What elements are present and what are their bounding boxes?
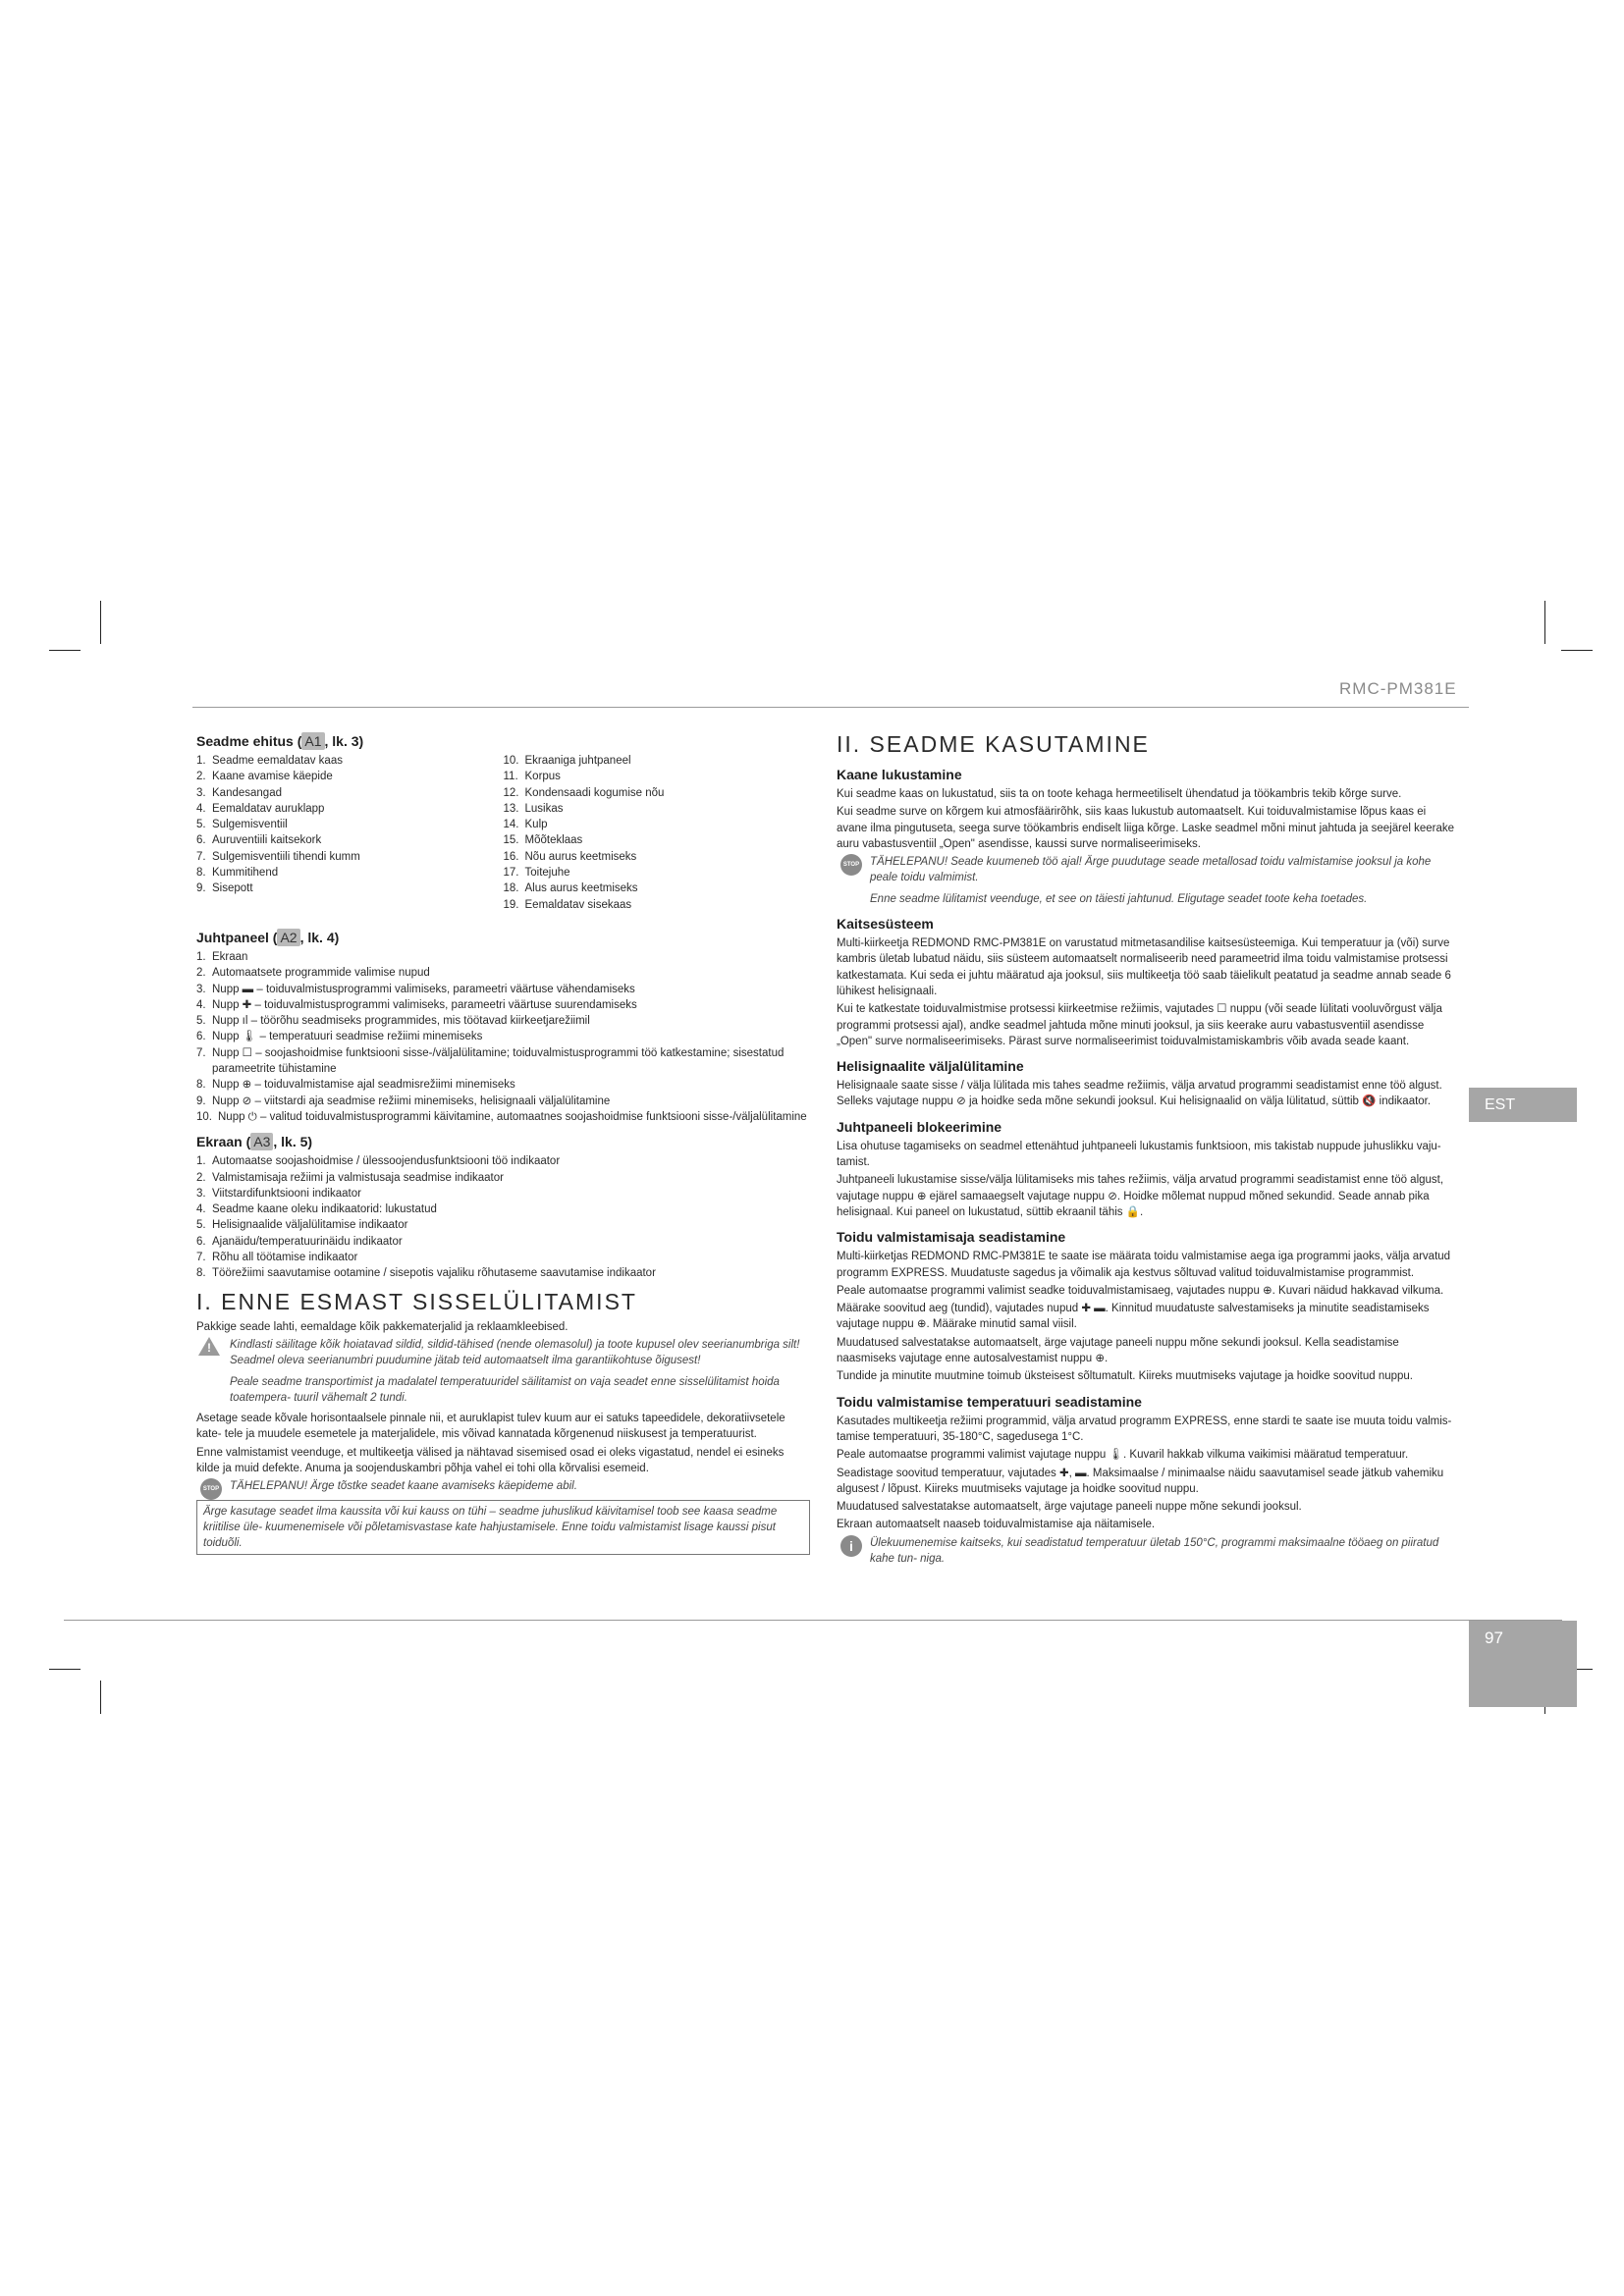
list-number: 17. <box>503 867 519 880</box>
list-number: 9. <box>196 1095 206 1107</box>
list-number: 9. <box>196 882 206 895</box>
list-number: 4. <box>196 802 206 815</box>
list-number: 5. <box>196 1219 206 1232</box>
list-number: 5. <box>196 819 206 831</box>
list-item <box>196 1153 810 1169</box>
list-item <box>196 1094 810 1109</box>
list-number: 2. <box>196 771 206 783</box>
list-text: Toitejuhe <box>524 867 570 880</box>
list-item <box>196 1265 810 1281</box>
list-item <box>504 881 811 896</box>
list-text: Automaatse soojashoidmise / ülessoojendusfunktsiooni töö indikaator <box>212 1155 561 1168</box>
list-item <box>196 949 810 965</box>
crop-mark <box>1544 601 1545 644</box>
list-text: Kandesangad <box>212 786 282 799</box>
list-text: Ajanäidu/temperatuurinäidu indikaator <box>212 1235 403 1248</box>
temp-heading: Toidu valmistamise temperatuuri seadistamine <box>837 1393 1142 1410</box>
list-item <box>504 832 811 848</box>
footer-rule <box>64 1620 1562 1621</box>
list-item <box>196 1013 810 1029</box>
list-text: Nupp ☐ – soojashoidmise funktsiooni sisse-/väljalülitamine; toiduvalmistusprogrammi töö katkestamine; sisestatud parameetrite tühistamine <box>212 1046 785 1076</box>
list-number: 8. <box>196 867 206 880</box>
stop-icon: STOP <box>200 1478 222 1500</box>
list-item <box>196 865 504 881</box>
list-number: 1. <box>196 1155 206 1168</box>
list-item <box>196 801 504 817</box>
paragraph: Muudatused salvestatakse automaatselt, ärge vajutage paneeli nuppe mõne sekundi jooksul. <box>837 1501 1302 1514</box>
list-text: Nupp ▬ – toiduvalmistusprogrammi valimiseks, parameetri väärtuse vähendamiseks <box>212 983 635 995</box>
paragraph: Määrake soovitud aeg (tundid), vajutades nupud ✚ ▬. Kinnitud muudatuste salvestamiseks ja minutite seadistamiseks vajutage nuppu ⊕. Määrake minutid samal viisil. <box>837 1303 1430 1331</box>
list-text: Ekraaniga juhtpaneel <box>524 755 631 767</box>
list-text: Kulp <box>524 819 548 831</box>
list-number: 2. <box>196 967 206 980</box>
list-text: Sisepott <box>212 882 253 895</box>
paragraph: Tundide ja minutite muutmine toimub üksteisest sõltumatult. Kiireks muutmiseks vajutage ja hoidke soovitud nuppu. <box>837 1370 1414 1383</box>
list-number: 12. <box>503 786 519 799</box>
paragraph: Peale automaatse programmi valimist vajutage nuppu 🌡. Kuvaril hakkab vilkuma vaikimisi määratud temperatuur. <box>837 1449 1409 1462</box>
list-item <box>196 769 504 784</box>
paragraph: Kasutades multikeetja režiimi programmid, välja arvatud programm EXPRESS, enne stardi te saate ise muuta toidu valmis- tamise temperatuuri, 35-180°C, sagedusega 1°C. <box>837 1415 1452 1443</box>
list-number: 6. <box>196 1031 206 1043</box>
paragraph: Peale automaatse programmi valimist seadke toiduvalmistamisaeg, vajutades nuppu ⊕. Kuvari näidud hakkavad vilkuma. <box>837 1284 1444 1297</box>
safety-heading: Kaitsesüsteem <box>837 916 934 933</box>
list-item <box>196 1201 810 1217</box>
stop-note: STOP TÄHELEPANU! Seade kuumeneb töö ajal! Ärge puudutage seade metallosad toidu valmistamise jooksul ja kohe peale toidu valmimist. Enne seadme lülitamist veenduge, et see on täiesti jahtunud. Eligutage seadet toote keha toetades. <box>837 854 1455 907</box>
list-item <box>504 753 811 769</box>
paragraph: Asetage seade kõvale horisontaalsele pinnale nii, et auruklapist tulev kuum aur ei satuks tapeedidele, dekoratiivsetele kate- tele ja muudele esemetele ja materjalidele, mis võivad kannatada kõrgenenud niiskusest ja temperatuurist. <box>196 1413 785 1441</box>
list-text: Seadme kaane oleku indikaatorid: lukustatud <box>212 1203 437 1216</box>
list-number: 3. <box>196 983 206 995</box>
list-number: 2. <box>196 1171 206 1184</box>
list-number: 7. <box>196 1046 206 1059</box>
list-number: 13. <box>503 802 519 815</box>
list-text: Töörežiimi saavutamise ootamine / sisepotis vajaliku rõhutaseme saavutamise indikaator <box>212 1267 656 1280</box>
list-number: 3. <box>196 786 206 799</box>
section-1-title: I. ENNE ESMAST SISSELÜLITAMIST <box>196 1288 637 1314</box>
list-text: Mõõteklaas <box>524 834 583 847</box>
list-number: 19. <box>503 898 519 911</box>
list-number: 4. <box>196 1203 206 1216</box>
list-item <box>196 753 504 769</box>
list-number: 8. <box>196 1267 206 1280</box>
list-text: Nupp 🌡 – temperatuuri seadmise režiimi minemiseks <box>212 1031 483 1043</box>
list-item <box>196 817 504 832</box>
list-text: Kaane avamise käepide <box>212 771 333 783</box>
header-rule <box>192 707 1469 708</box>
paragraph: Multi-kiirkeetja REDMOND RMC-PM381E on varustatud mitmetasandilise kaitsesüsteemiga. Kui temperatuur ja (või) surve kambris ületab lubatud näidu, siis süsteem automaatselt normaliseerib need parameetrid ilma toidu valmistamise protsessi katkestamata. Kui seda ei juhtu määratud aja jooksul, siis multikeetja töö saab täielikult peatatud ja seadme annab seade 6 lühikest helisignaali. <box>837 937 1451 997</box>
list-text: Eemaldatav sisekaas <box>524 898 632 911</box>
left-column <box>196 724 810 1555</box>
figure-ref: A3 <box>250 1133 273 1150</box>
list-number: 8. <box>196 1079 206 1092</box>
list-number: 15. <box>503 834 519 847</box>
list-text: Korpus <box>524 771 561 783</box>
list-text: Viitstardifunktsiooni indikaator <box>212 1187 361 1200</box>
list-text: Kummitihend <box>212 867 279 880</box>
list-number: 16. <box>503 850 519 863</box>
list-number: 7. <box>196 850 206 863</box>
paragraph: Lisa ohutuse tagamiseks on seadmel ettenähtud juhtpaneeli lukustamis funktsioon, mis takistab nuppude juhuslikku vaju- tamist. <box>837 1140 1441 1169</box>
list-text: Eemaldatav auruklapp <box>212 802 325 815</box>
device-parts <box>196 753 810 913</box>
list-item <box>196 965 810 981</box>
paragraph: Kui seadme kaas on lukustatud, siis ta on toote kehaga hermeetiliselt ühendatud ja töökambris tekib kõrge surve. <box>837 788 1402 800</box>
list-text: Valmistamisaja režiimi ja valmistusaja seadmise indikaator <box>212 1171 504 1184</box>
list-text: Rõhu all töötamise indikaator <box>212 1252 358 1264</box>
lock-heading: Juhtpaneeli blokeerimine <box>837 1118 1002 1135</box>
list-number: 14. <box>503 819 519 831</box>
figure-ref: A2 <box>277 929 299 946</box>
list-text: Auruventiili kaitsekork <box>212 834 322 847</box>
crop-mark <box>100 601 101 644</box>
list-text: Nupp ⊕ – toiduvalmistamise ajal seadmisrežiimi minemiseks <box>212 1079 515 1092</box>
list-item <box>196 849 504 865</box>
list-item <box>196 982 810 997</box>
list-text: Sulgemisventiil <box>212 819 288 831</box>
list-item <box>196 785 504 801</box>
crop-mark <box>49 1669 81 1670</box>
list-number: 7. <box>196 1252 206 1264</box>
list-item <box>196 1029 810 1044</box>
crop-mark <box>100 1681 101 1714</box>
list-number: 6. <box>196 1235 206 1248</box>
list-text: Kondensaadi kogumise nõu <box>524 786 665 799</box>
panel-list <box>196 949 810 1125</box>
sound-heading: Helisignaalite väljalülitamine <box>837 1058 1024 1075</box>
list-item <box>196 1250 810 1265</box>
list-item <box>196 1109 810 1125</box>
time-heading: Toidu valmistamisaja seadistamine <box>837 1229 1066 1246</box>
list-item <box>504 769 811 784</box>
warning-icon <box>198 1337 220 1356</box>
list-item <box>504 897 811 913</box>
boxed-warning: Ärge kasutage seadet ilma kaussita või kui kauss on tühi – seadme juhuslikud käivitamisel toob see kaasa seadme kriitilise üle- kuumenemisele või põletamisvastase kate hahjustamisele. Enne toidu valmistamist lisage kaussi pisut toiduõli. <box>196 1500 810 1556</box>
list-item <box>504 801 811 817</box>
list-item <box>196 832 504 848</box>
list-text: Nupp ⏻ – valitud toiduvalmistusprogrammi käivitamine, automaatnes soojashoidmise funktsiooni sisse-/väljalülitamine <box>218 1110 807 1123</box>
device-parts-list-b <box>504 753 811 913</box>
language-tab: EST <box>1469 1088 1577 1122</box>
list-text: Nõu aurus keetmiseks <box>524 850 637 863</box>
list-text: Lusikas <box>524 802 564 815</box>
list-item <box>196 1234 810 1250</box>
screen-list <box>196 1153 810 1281</box>
list-number: 4. <box>196 998 206 1011</box>
list-number: 5. <box>196 1015 206 1028</box>
list-text: Sulgemisventiili tihendi kumm <box>212 850 360 863</box>
list-number: 1. <box>196 950 206 963</box>
list-item <box>196 1045 810 1078</box>
section-1-intro: Pakkige seade lahti, eemaldage kõik pakkematerjalid ja reklaamkleebised. <box>196 1320 568 1333</box>
paragraph: Ekraan automaatselt naaseb toiduvalmistamise aja näitamisele. <box>837 1519 1156 1531</box>
info-icon: i <box>840 1535 862 1557</box>
paragraph: Helisignaale saate sisse / välja lülitada mis tahes seadme režiimis, välja arvatud programmi seadistamist enne töö algust. Selleks vajutage nuppu ⊘ ja hoidke seda mõne sekundi jooksul. Kui helisignaalid on välja lülitatud, süttib 🔇 indikaator. <box>837 1080 1442 1108</box>
list-text: Automaatsete programmide valimise nupud <box>212 967 430 980</box>
info-note: i Ülekuumenemise kaitseks, kui seadistatud temperatuur ületab 150°C, programmi maksimaalne tööaeg on piiratud kahe tun- niga. <box>837 1535 1455 1568</box>
list-item <box>504 849 811 865</box>
list-text: Nupp ⊘ – viitstardi aja seadmise režiimi minemiseks, helisignaali väljalülitamine <box>212 1095 611 1107</box>
crop-mark <box>49 650 81 651</box>
list-number: 18. <box>503 882 519 895</box>
list-text: Helisignaalide väljalülitamise indikaator <box>212 1219 408 1232</box>
list-text: Alus aurus keetmiseks <box>524 882 638 895</box>
list-item <box>196 881 504 896</box>
figure-ref: A1 <box>301 732 324 750</box>
panel-heading: Juhtpaneel ( A2 , lk. 4) <box>196 929 340 945</box>
list-item <box>196 1217 810 1233</box>
list-text: Ekraan <box>212 950 248 963</box>
paragraph: Seadistage soovitud temperatuur, vajutades ✚, ▬. Maksimaalse / minimaalse näidu saavutamisel seade jätkub vahemiku algusest / lõpust. Kiireks muutmiseks vajutage ja hoidke soovitud nuppu. <box>837 1467 1444 1495</box>
lid-heading: Kaane lukustamine <box>837 767 962 782</box>
list-text: Seadme eemaldatav kaas <box>212 755 343 767</box>
device-heading: Seadme ehitus ( A1 , lk. 3) <box>196 733 364 749</box>
list-number: 10. <box>503 755 519 767</box>
list-item <box>196 1077 810 1093</box>
model-header: RMC-PM381E <box>1339 679 1457 698</box>
list-item <box>196 1170 810 1186</box>
right-column <box>837 724 1455 1572</box>
paragraph: Muudatused salvestatakse automaatselt, ärge vajutage paneeli nuppu mõne sekundi jooksul. Kella seadistamise naasmiseks vajutage enne autosalvestamist nuppu ⊕. <box>837 1336 1399 1365</box>
list-number: 11. <box>503 771 518 783</box>
list-number: 3. <box>196 1187 206 1200</box>
paragraph: Enne valmistamist veenduge, et multikeetja välised ja nähtavad sisemised osad ei oleks vigastatud, nendel ei esineks kilde ja muid defekte. Anuma ja soojenduskambri põhja vahel ei tohi olla kõrvalisi esemeid. <box>196 1446 785 1474</box>
section-2-title: II. SEADME KASUTAMINE <box>837 731 1150 757</box>
list-item <box>504 865 811 881</box>
list-item <box>196 1186 810 1201</box>
list-item <box>504 785 811 801</box>
list-number: 6. <box>196 834 206 847</box>
screen-heading: Ekraan ( A3 , lk. 5) <box>196 1134 313 1150</box>
paragraph: Juhtpaneeli lukustamise sisse/välja lülitamiseks mis tahes režiimis, välja arvatud programmi seadistamist enne töö algust, vajutage nuppu ⊕ ejärel samaaegselt vajutage nuppu ⊘. Hoidke mõlemat nuppud mõned sekundid. Seade annab pika helisignaal. Kui paneel on lukustatud, süttib ekraanil tähis 🔒. <box>837 1174 1444 1218</box>
paragraph: Multi-kiirketjas REDMOND RMC-PM381E te saate ise määrata toidu valmistamise aega iga programmi jaoks, välja arvatud programm EXPRESS. Muudatuste sagedus ja võimalik aja kestvus sõltuvad valitud toiduvalmistamise programmist. <box>837 1251 1451 1279</box>
device-parts-list-a <box>196 753 504 913</box>
crop-mark <box>1561 650 1593 651</box>
list-text: Nupp ıl – töörõhu seadmiseks programmides, mis töötavad kiirkeetjarežiimil <box>212 1015 590 1028</box>
stop-note: STOP TÄHELEPANU! Ärge tõstke seadet kaane avamiseks käepideme abil. <box>196 1478 810 1494</box>
paragraph: Kui seadme surve on kõrgem kui atmosfäärirõhk, siis kaas lukustub automaatselt. Kui toiduvalmistamise lõpus kaas ei avane ilma pingutuseta, seega surve töökambris endiselt liiga kõrge. Laske seadmel mõni minut jahtuda ja seejärel keerake auru vabastusventiil „Open" asendisse, kaussi surve normaliseerimiseks. <box>837 806 1455 850</box>
list-number: 1. <box>196 755 206 767</box>
list-text: Nupp ✚ – toiduvalmistusprogrammi valimiseks, parameetri väärtuse suurendamiseks <box>212 998 637 1011</box>
list-item <box>504 817 811 832</box>
stop-icon: STOP <box>840 854 862 876</box>
paragraph: Kui te katkestate toiduvalmistmise protsessi kiirkeetmise režiimis, vajutades ☐ nuppu (või seade lülitati vooluvõrgust välja programmi protsessi ajal), andke seadmel jahtuda mõne minuti jooksul, ja siis keerake auru vabastusventiil asendisse „Open" surve normaliseerimiseks. Pärast surve normaliseerimist toiduvalmistamiskambris võib avada seade kaant. <box>837 1003 1442 1047</box>
warning-note: ! Kindlasti säilitage kõik hoiatavad sildid, sildid-tähised (nende olemasolul) ja toote kupusel olev seerianumbriga silt! Seadmel oleva seerianumbri puudumine jätab teid automaatselt ilma garantiikohtuse õigusest! Peale seadme transportimist ja madalatel temperatuuridel säilitamist on vaja seadet enne sisselülitamist hoida toatempera- tuuril vähemalt 2 tundi. <box>196 1337 810 1406</box>
list-item <box>196 997 810 1013</box>
page-number: 97 <box>1469 1621 1577 1707</box>
list-number: 10. <box>196 1110 212 1123</box>
